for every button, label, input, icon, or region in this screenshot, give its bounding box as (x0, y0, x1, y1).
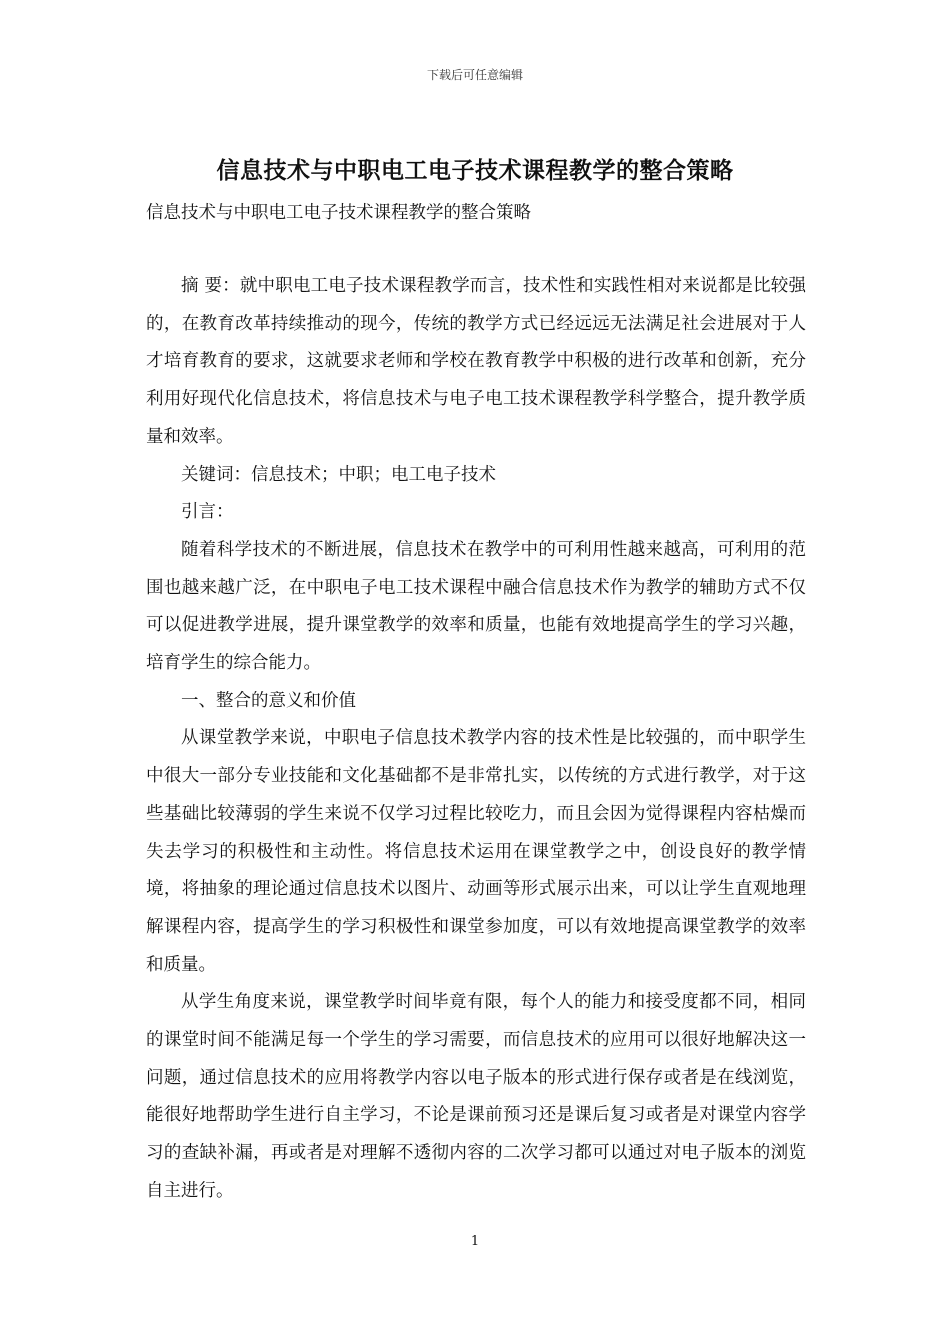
section-heading: 一、整合的意义和价值 (181, 690, 356, 711)
body-paragraph: 从学生角度来说，课堂教学时间毕竟有限，每个人的能力和接受度都不同，相同的课堂时间不能满足每一个学生的学习需要，而信息技术的应用可以很好地解决这一问题，通过信息技术的应用将教学内容以电子版本的形式进行保存或者是在线浏览，能很好地帮助学生进行自主学习，不论是课前预习还是课后复习或者是对课堂内容学习的查缺补漏，再或者是对理解不透彻内容的二次学习都可以通过对电子版本的浏览自主进行。 (146, 992, 806, 1201)
header-note: 下载后可任意编辑 (426, 68, 523, 82)
keywords-paragraph: 关键词：信息技术；中职；电工电子技术 (181, 464, 496, 485)
document-body (146, 268, 806, 1211)
introduction-paragraph: 随着科学技术的不断进展，信息技术在教学中的可利用性越来越高，可利用的范围也越来越广泛，在中职电子电工技术课程中融合信息技术作为教学的辅助方式不仅可以促进教学进展，提升课堂教学的效率和质量，也能有效地提高学生的学习兴趣，培育学生的综合能力。 (146, 539, 806, 674)
page-number: 1 (470, 1234, 480, 1249)
document-title: 信息技术与中职电工电子技术课程教学的整合策略 (216, 158, 734, 184)
body-paragraph: 从课堂教学来说，中职电子信息技术教学内容的技术性是比较强的，而中职学生中很大一部分专业技能和文化基础都不是非常扎实，以传统的方式进行教学，对于这些基础比较薄弱的学生来说不仅学习过程比较吃力，而且会因为觉得课程内容枯燥而失去学习的积极性和主动性。将信息技术运用在课堂教学之中，创设良好的教学情境，将抽象的理论通过信息技术以图片、动画等形式展示出来，可以让学生直观地理解课程内容，提高学生的学习积极性和课堂参加度，可以有效地提高课堂教学的效率和质量。 (146, 728, 806, 975)
introduction-heading: 引言： (181, 502, 234, 523)
document-subtitle: 信息技术与中职电工电子技术课程教学的整合策略 (146, 203, 531, 223)
abstract-paragraph: 摘 要：就中职电工电子技术课程教学而言，技术性和实践性相对来说都是比较强的，在教育改革持续推动的现今，传统的教学方式已经远远无法满足社会进展对于人才培育教育的要求，这就要求老师和学校在教育教学中积极的进行改革和创新，充分利用好现代化信息技术，将信息技术与电子电工技术课程教学科学整合，提升教学质量和效率。 (146, 276, 806, 447)
